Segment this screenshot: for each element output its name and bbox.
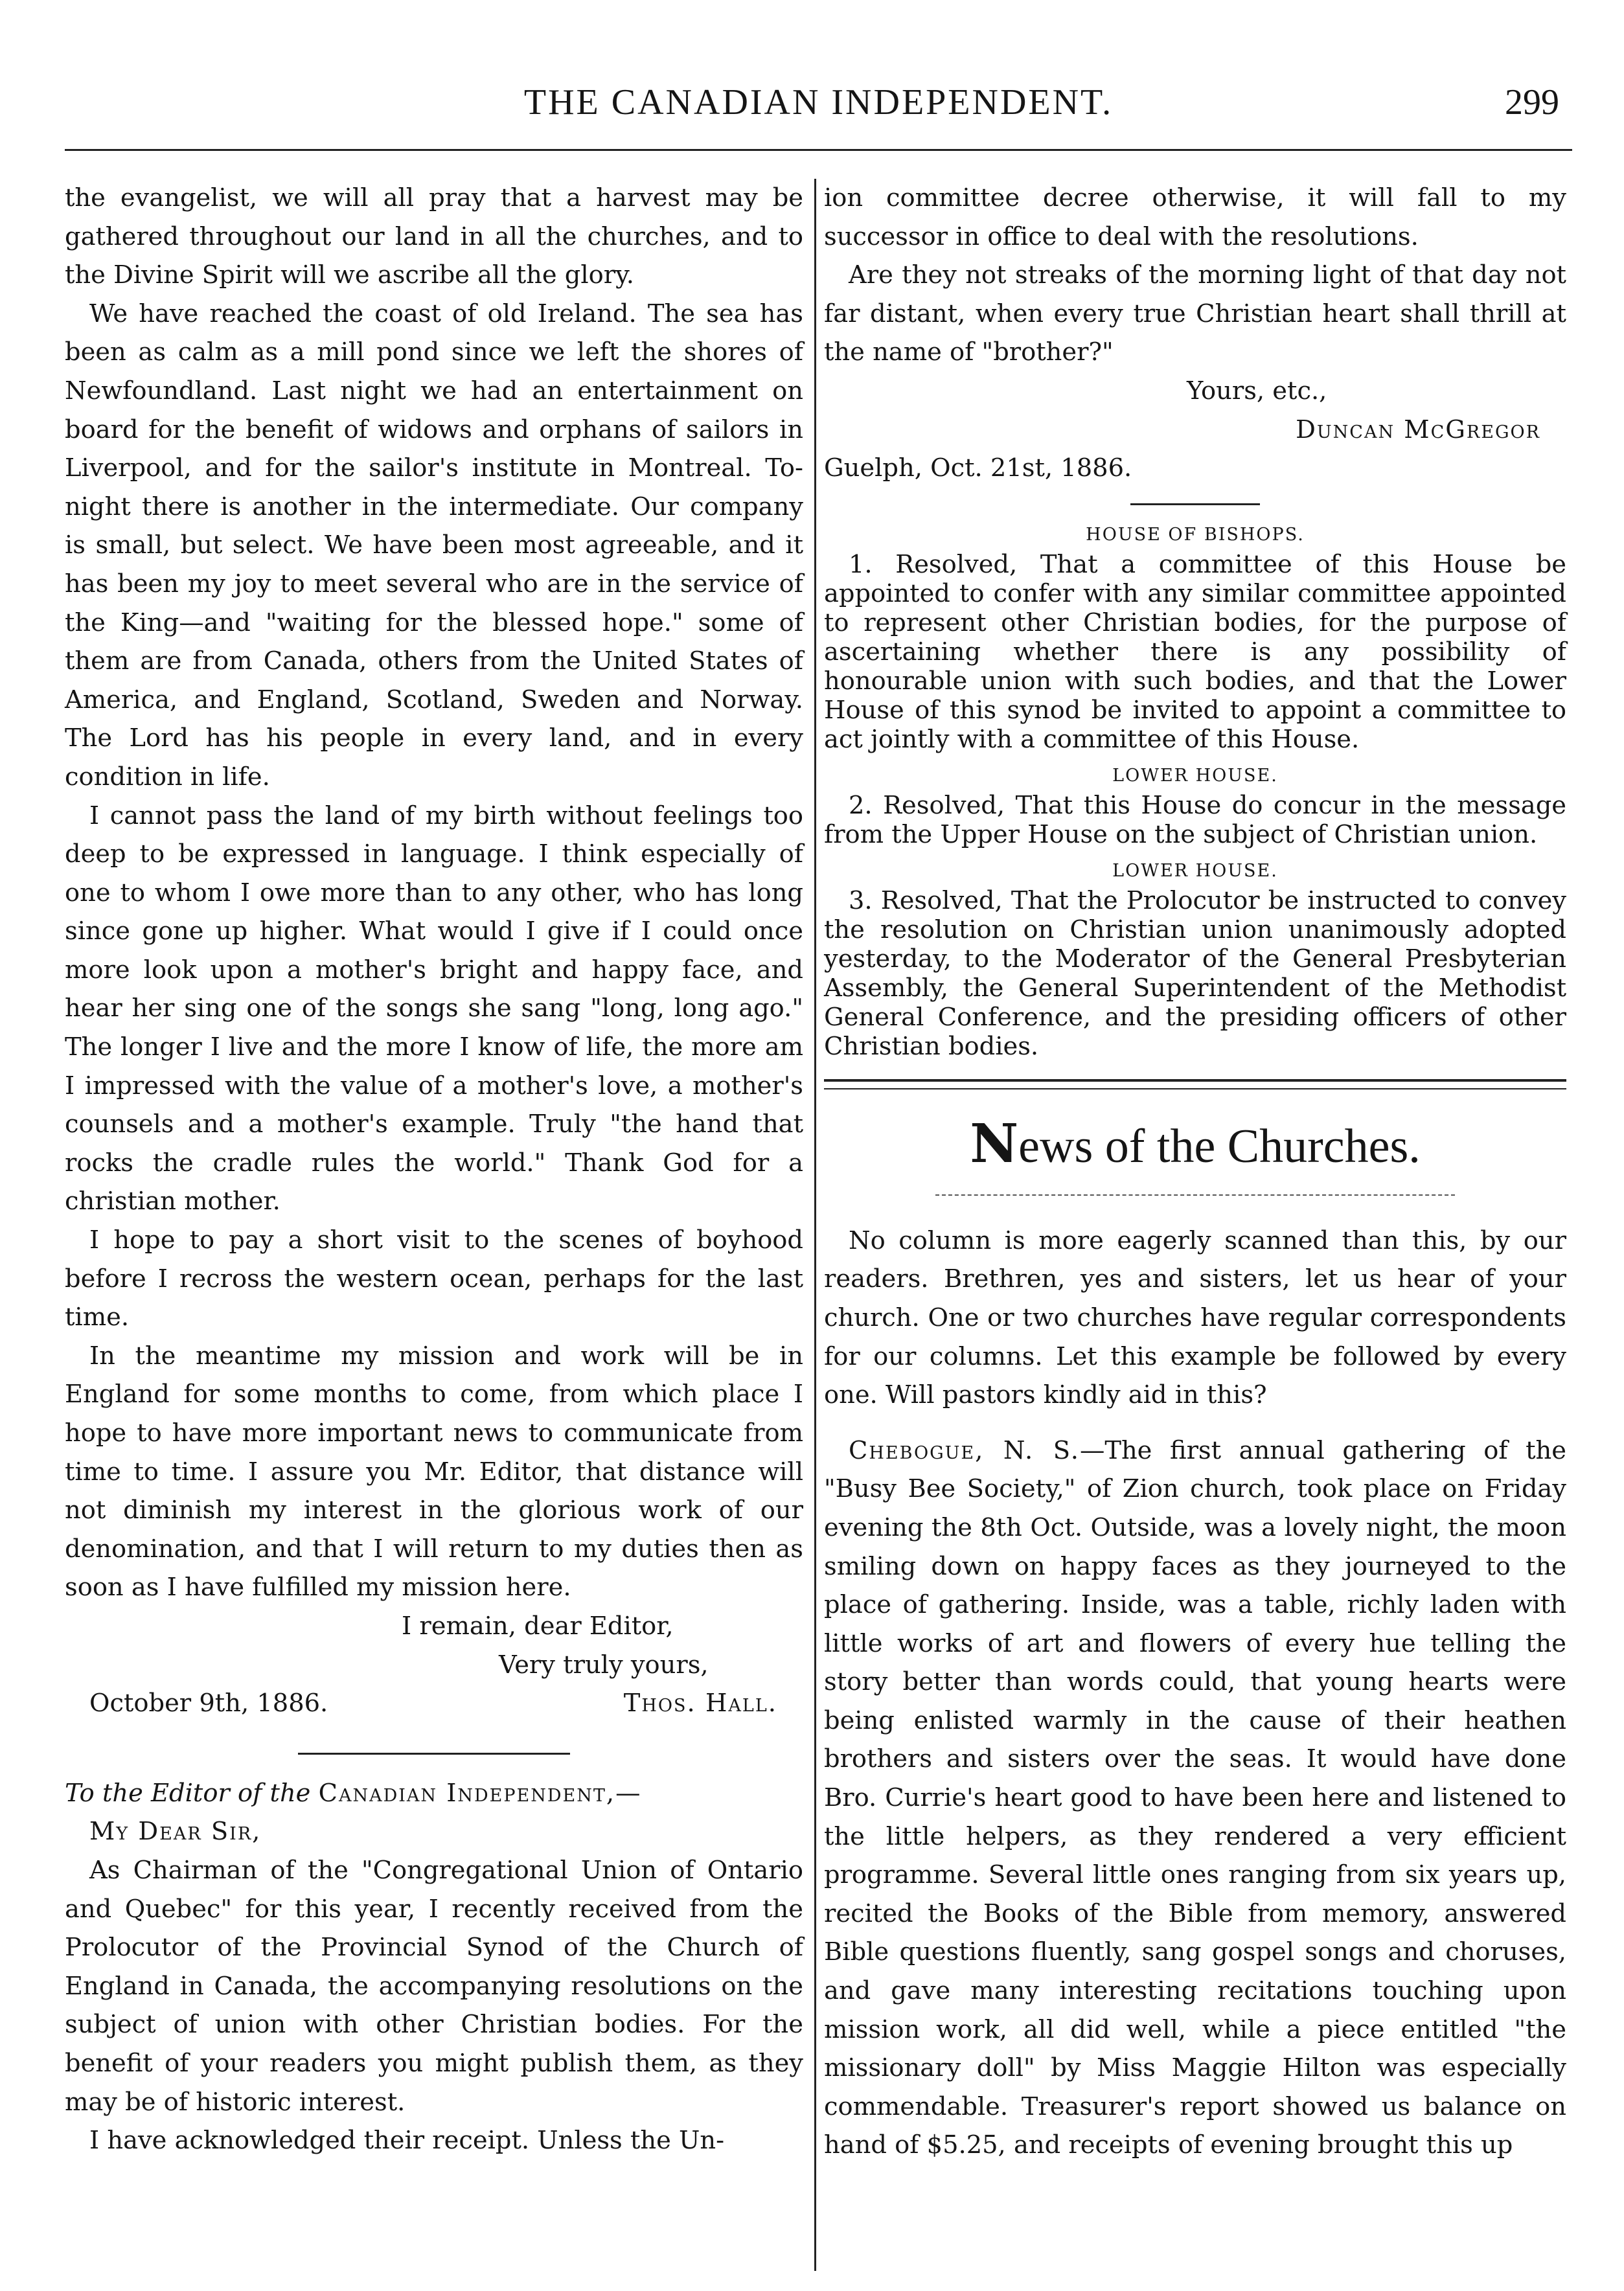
paragraph: Are they not streaks of the morning light of that day not far distant, when every true Christian heart shall thrill at the name of "brother?" (824, 260, 1566, 367)
closing-line: Very truly yours, (499, 1650, 709, 1680)
section-heading: LOWER HOUSE. (1112, 860, 1278, 881)
paragraph: In the meantime my mission and work will be in England for some months to come, from which place I hope to have more important news to communicate from time to time. I assure you Mr. Editor, that distance will not diminish my interest in the glorious work of our denomination, and that I will return to my duties then as soon as I have fulfilled my mission here. (65, 1341, 803, 1602)
letter-signature: Thos. Hall. (623, 1689, 777, 1718)
news-heading (824, 1113, 1566, 1175)
section-heading: HOUSE OF BISHOPS. (1086, 524, 1305, 545)
address-line (65, 1774, 803, 1813)
news-text: —The first annual gathering of the "Busy Bee Society," of Zion church, took place on Friday evening the 8th Oct. Outside, was a lovely night, the moon smiling down on happy faces as they journeyed to the place of gathering. Inside, was a table, richly laden with little works of art and flowers of every hue telling the story better than words could, that young hearts were being enlisted warmly in the cause of their heathen brothers and sisters over the seas. It would have done Bro. Currie's heart good to have been here and listened to the little helpers, as they rendered a very efficient programme. Several little ones ranging from six years up, recited the Books of the Bible from memory, answered Bible questions fluently, sang gospel songs and choruses, and gave many interesting recitations touching upon mission work, all did well, while a piece entitled "the missionary doll" by Miss Maggie Hilton was especially commendable. Treasurer's report showed us balance on hand of $5.25, and receipts of evening brought this up (824, 1435, 1566, 2160)
section-heading: LOWER HOUSE. (1112, 765, 1278, 786)
news-heading-initial: N (970, 1112, 1019, 1175)
paragraph: the evangelist, we will all pray that a harvest may be gathered throughout our land in all the churches, and to the Divine Spirit will we ascribe all the glory. (65, 183, 803, 290)
closing-line: Yours, etc., (1187, 376, 1327, 405)
salutation: My Dear Sir, (89, 1817, 262, 1847)
news-place: Chebogue, N. S. (849, 1435, 1080, 1465)
paragraph: I hope to pay a short visit to the scenes of boyhood before I recross the western ocean, perhaps for the last time. (65, 1225, 803, 1332)
page-number: 299 (1505, 82, 1559, 122)
address-paper: Canadian Independent,— (318, 1778, 642, 1808)
place-date: Guelph, Oct. 21st, 1886. (824, 453, 1132, 483)
section-double-rule (824, 1079, 1566, 1089)
date-signature-line (65, 1684, 803, 1723)
header-rule (65, 149, 1572, 151)
resolution-block (824, 886, 1566, 1061)
letter-date: October 9th, 1886. (89, 1689, 328, 1718)
letter-signature: Duncan McGregor (1296, 415, 1540, 444)
paragraph: ion committee decree otherwise, it will fall to my successor in office to deal with the resolutions. (824, 183, 1566, 251)
heading-rule (935, 1194, 1455, 1196)
section-rule (1130, 503, 1260, 505)
closing-line: I remain, dear Editor, (402, 1611, 674, 1641)
resolution: 1. Resolved, That a committee of this House be appointed to confer with any similar committee appointed to represent other Christian bodies, for the purpose of ascertaining whether there is any possibility of honourable union with such bodies, and that the Lower House of this synod be invited to appoint a committee to act jointly with a committee of this House. (824, 549, 1566, 754)
paragraph: No column is more eagerly scanned than this, by our readers. Brethren, yes and sisters, let us hear of your church. One or two churches have regular correspondents for our columns. Let this example be followed by every one. Will pastors kindly aid in this? (824, 1225, 1566, 1410)
paragraph: We have reached the coast of old Ireland. The sea has been as calm as a mill pond since we left the shores of Newfoundland. Last night we had an entertainment on board for the benefit of widows and orphans of sailors in Liverpool, and for the sailor's institute in Montreal. To-night there is another in the intermediate. Our company is small, but select. We have been most agreeable, and it has been my joy to meet several who are in the service of the King—and "waiting for the blessed hope." some of them are from Canada, others from the United States of America, and England, Scotland, Sweden and Norway. The Lord has his people in every land, and in every condition in life. (65, 299, 803, 792)
right-column (824, 179, 1566, 2165)
news-item (824, 1431, 1566, 2165)
resolution-block (824, 550, 1566, 754)
resolution: 2. Resolved, That this House do concur in the message from the Upper House on the subject of Christian union. (824, 790, 1566, 849)
paragraph: I cannot pass the land of my birth without feelings too deep to be expressed in language. I think especially of one to whom I owe more than to any other, who has long since gone up higher. What would I give if I could once more look upon a mother's bright and happy face, and hear her sing one of the songs she sang "long, long ago." The longer I live and the more I know of life, the more am I impressed with the value of a mother's love, a mother's counsels and a mother's example. Truly "the hand that rocks the cradle rules the world." Thank God for a christian mother. (65, 801, 803, 1216)
paragraph: As Chairman of the "Congregational Union of Ontario and Quebec" for this year, I recently received from the Prolocutor of the Provincial Synod of the Church of England in Canada, the accompanying resolutions on the subject of union with other Christian bodies. For the benefit of your readers you might publish them, as they may be of historic interest. (65, 1855, 803, 2117)
running-title: THE CANADIAN INDEPENDENT. (523, 82, 1114, 122)
column-divider (814, 179, 816, 2271)
left-column (65, 179, 803, 2160)
resolution-block (824, 791, 1566, 849)
paragraph: I have acknowledged their receipt. Unless the Un- (89, 2126, 725, 2156)
resolution: 3. Resolved, That the Prolocutor be instructed to convey the resolution on Christian union unanimously adopted yesterday, to the Moderator of the General Presbyterian Assembly, the General Superintendent of the Methodist General Conference, and the presiding officers of other Christian bodies. (824, 885, 1566, 1061)
page-header (65, 73, 1572, 144)
section-rule (298, 1753, 570, 1755)
news-heading-text: ews of the Churches. (1018, 1119, 1421, 1173)
address-prefix: To the Editor of the (65, 1778, 311, 1808)
